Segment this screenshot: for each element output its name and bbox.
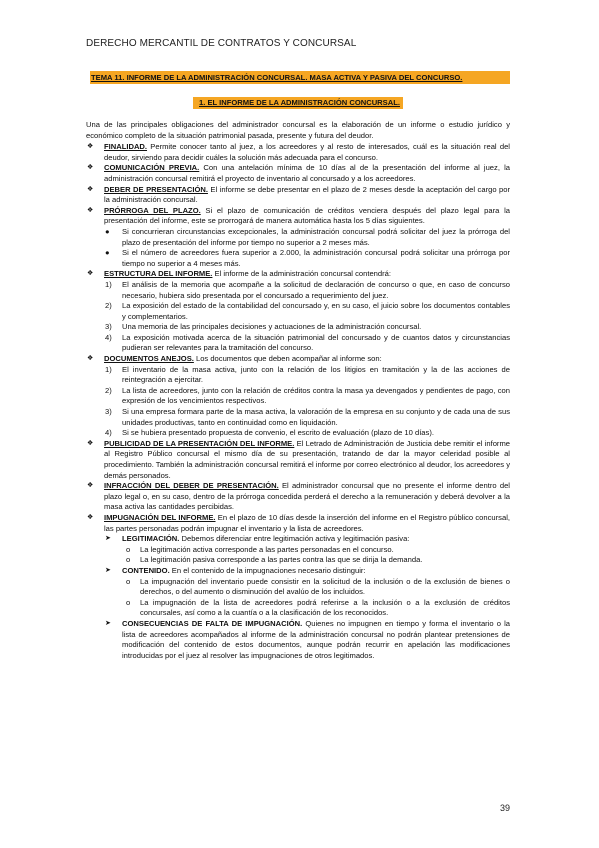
item-text: Una memoria de las principales decisiones y actuaciones de la administración concursal. [122,322,422,332]
item-text: La exposición motivada acerca de la situación patrimonial del concursado y de cuantos datos y circunstancias pudieran ser relevantes para la tramitación del concurso. [122,332,510,353]
item-text: FINALIDAD. Permite conocer tanto al juez, a los acreedores y al resto de interesados, cuál es la situación real del deudor, sirviendo para decidir cuáles la solución más adecuada para el concurso. [104,142,510,162]
circle-bullet-icon: o [126,544,131,554]
bullet-item [86,163,510,184]
diamond-bullet-icon: ❖ [87,513,94,521]
circle-bullet-icon: o [126,597,131,607]
item-text: DOCUMENTOS ANEJOS. Los documentos que deben acompañar al informe son: [104,354,382,364]
item-number: 2) [105,301,112,311]
bullet-item [86,439,510,481]
diamond-bullet-icon: ❖ [87,482,94,490]
item-text: El inventario de la masa activa, junto con la relación de los litigios en tramitación y la de las acciones de reintegración a ejercitar. [122,364,510,385]
numbered-item [86,365,510,386]
topic-title: TEMA 11. INFORME DE LA ADMINISTRACIÓN CONCURSAL. MASA ACTIVA Y PASIVA DEL CONCURSO. [90,71,510,84]
numbered-item [86,333,510,354]
item-heading: CONTENIDO. [122,565,170,575]
numbered-item [86,301,510,322]
item-text: Si una empresa formara parte de la masa activa, la valoración de la empresa en su conjunto y de cada una de sus unidades productivas, tanto en continuidad como en liquidación. [122,407,510,427]
item-number: 1) [105,364,112,374]
item-text: COMUNICACIÓN PREVIA. Con una antelación mínima de 10 días al de la presentación del informe al juez, la administración concursal remitirá el proyecto de inventario al concursado y a los acreedores. [104,163,510,183]
item-text: CONTENIDO. En el contenido de la impugnaciones necesario distinguir: [122,565,366,575]
document-body [86,120,510,661]
item-heading: PRÓRROGA DEL PLAZO. [104,205,201,215]
item-heading: DOCUMENTOS ANEJOS. [104,354,194,364]
item-list [86,142,510,661]
bullet-item [86,269,510,280]
page-number: 39 [500,803,511,813]
item-text: La exposición del estado de la contabilidad del concursado y, en su caso, el juicio sobre los documentos contables y complementarios. [122,301,510,321]
item-text: LEGITIMACIÓN. Debemos diferenciar entre legitimación activa y legitimación pasiva: [122,534,410,544]
item-text: Si concurrieran circunstancias excepcionales, la administración concursal podrá solicitar del juez la prórroga del plazo de presentación del informe por tiempo no superior a 2 meses más. [122,226,510,247]
numbered-item [86,428,510,439]
arrow-bullet-icon: ➤ [105,535,111,543]
dot-item [86,248,510,269]
circle-item [86,555,510,566]
item-text: PRÓRROGA DEL PLAZO. Si el plazo de comunicación de créditos venciera después del plazo legal para la presentación del informe, este se prorrogará de manera automática hasta los 5 días siguientes. [104,205,510,226]
item-heading: IMPUGNACIÓN DEL INFORME. [104,512,216,522]
bullet-item [86,185,510,206]
item-text: PUBLICIDAD DE LA PRESENTACIÓN DEL INFORME. El Letrado de Administración de Justicia debe remitir el informe al Registro Público concursal el mismo día de su presentación, tratando de dar la mayor celeridad posible al procedimiento. También la administración concursal remitirá el informe por correo electrónico al deudor, los acreedores y demás personados. [104,438,510,480]
section-title: 1. EL INFORME DE LA ADMINISTRACIÓN CONCURSAL. [193,97,403,109]
item-text: La legitimación pasiva corresponde a las partes contra las que se dirija la demanda. [140,555,423,565]
item-text: La legitimación activa corresponde a las partes personadas en el concurso. [140,544,394,554]
circle-item [86,598,510,619]
item-text: ESTRUCTURA DEL INFORME. El informe de la administración concursal contendrá: [104,269,391,279]
numbered-item [86,407,510,428]
item-text: La impugnación del inventario puede consistir en la solicitud de la inclusión o de la exclusión de bienes o derechos, o del aumento o disminución del avalúo de los incluidos. [140,576,510,597]
dot-item [86,227,510,248]
bullet-item [86,206,510,227]
diamond-bullet-icon: ❖ [87,185,94,193]
numbered-item [86,280,510,301]
item-heading: DEBER DE PRESENTACIÓN. [104,184,208,194]
item-number: 4) [105,332,112,342]
arrow-bullet-icon: ➤ [105,619,111,627]
numbered-item [86,322,510,333]
item-text: IMPUGNACIÓN DEL INFORME. En el plazo de 10 días desde la inserción del informe en el Registro público concursal, las partes personadas podrán impugnar el inventario y la lista de acreedores. [104,512,510,533]
diamond-bullet-icon: ❖ [87,355,94,363]
item-heading: FINALIDAD. [104,142,148,152]
intro-paragraph: Una de las principales obligaciones del administrador concursal es la elaboración de un informe o estudio jurídico y económico completo de la situación patrimonial pasada, presente y futura del deudor. [86,120,510,140]
dot-bullet-icon: ● [105,248,110,258]
item-text: Si el número de acreedores fuera superior a 2.000, la administración concursal podrá solicitar una prórroga por tiempo no superior a 4 meses más. [122,248,510,268]
item-heading: COMUNICACIÓN PREVIA. [104,163,200,173]
item-text: La impugnación de la lista de acreedores podrá referirse a la inclusión o a la exclusión de créditos concursales, así como a la cuantía o a la clasificación de los reconocidos. [140,597,510,618]
circle-bullet-icon: o [126,555,131,565]
item-text: DEBER DE PRESENTACIÓN. El informe se debe presentar en el plazo de 2 meses desde la aceptación del cargo por la administración concursal. [104,184,510,205]
arrow-bullet-icon: ➤ [105,566,111,574]
item-text: El análisis de la memoria que acompañe a la solicitud de declaración de concurso o que, en caso de concurso necesario, hubiera sido presentada por el concursado a requerimiento del juez. [122,279,510,300]
item-heading: CONSECUENCIAS DE FALTA DE IMPUGNACIÓN. [122,618,303,628]
item-number: 2) [105,385,112,395]
item-text: INFRACCIÓN DEL DEBER DE PRESENTACIÓN. El administrador concursal que no presente el informe dentro del plazo legal o, en su caso, dentro de la prórroga concedida perderá el derecho a la remuneración y deberá devolver a la masa activa las cantidades percibidas. [104,481,510,512]
arrow-item [86,566,510,577]
item-heading: ESTRUCTURA DEL INFORME. [104,269,213,279]
bullet-item [86,481,510,513]
item-number: 1) [105,279,112,289]
circle-item [86,577,510,598]
item-text: Si se hubiera presentado propuesta de convenio, el escrito de evaluación (plazo de 10 días). [122,428,434,438]
item-text: CONSECUENCIAS DE FALTA DE IMPUGNACIÓN. Quienes no impugnen en tiempo y forma el inventario o la lista de acreedores acompañados al informe de la administración concursal no podrán plantear pretensiones de modificación del contenido de estos documentos, aunque podrán recurrir en apelación las modificaciones introducidas por el juez al resolver las impugnaciones de otros legitimados. [122,618,510,660]
numbered-item [86,386,510,407]
item-number: 4) [105,428,112,438]
item-heading: INFRACCIÓN DEL DEBER DE PRESENTACIÓN. [104,481,279,491]
dot-bullet-icon: ● [105,226,110,236]
circle-bullet-icon: o [126,576,131,586]
running-header: DERECHO MERCANTIL DE CONTRATOS Y CONCURSAL [86,38,357,49]
circle-item [86,545,510,556]
item-text: La lista de acreedores, junto con la relación de créditos contra la masa ya devengados y pendientes de pago, con expresión de los vencimientos respectivos. [122,385,510,406]
diamond-bullet-icon: ❖ [87,143,94,151]
diamond-bullet-icon: ❖ [87,439,94,447]
diamond-bullet-icon: ❖ [87,206,94,214]
item-number: 3) [105,407,112,417]
diamond-bullet-icon: ❖ [87,270,94,278]
diamond-bullet-icon: ❖ [87,164,94,172]
bullet-item [86,354,510,365]
item-heading: PUBLICIDAD DE LA PRESENTACIÓN DEL INFORME. [104,438,295,448]
item-number: 3) [105,322,112,332]
bullet-item [86,142,510,163]
bullet-item [86,513,510,534]
arrow-item [86,534,510,545]
item-heading: LEGITIMACIÓN. [122,534,180,544]
arrow-item [86,619,510,661]
